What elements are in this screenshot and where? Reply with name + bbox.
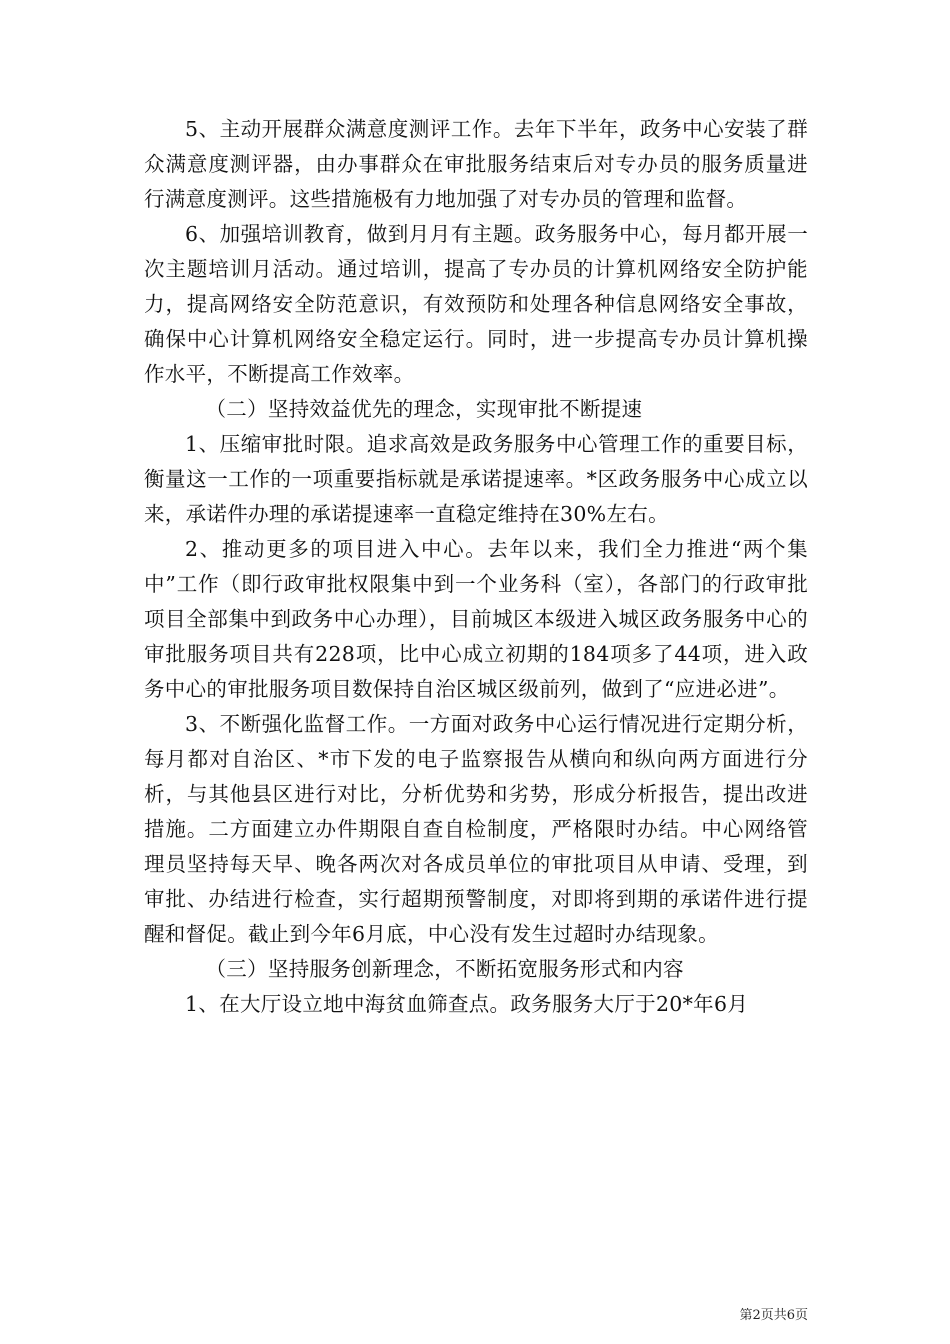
page-number: 第2页共6页 (739, 1308, 808, 1323)
paragraph-satisfaction-survey: 5、主动开展群众满意度测评工作。去年下半年，政务中心安装了群众满意度测评器，由办事群众在审批服务结束后对专办员的服务质量进行满意度测评。这些措施极有力地加强了对专办员的管理和监督。 (144, 117, 808, 211)
paragraph-training-education: 6、加强培训教育，做到月月有主题。政务服务中心，每月都开展一次主题培训月活动。通过培训，提高了专办员的计算机网络安全防护能力，提高网络安全防范意识，有效预防和处理各种信息网络安全事故，确保中心计算机网络安全稳定运行。同时，进一步提高专办员计算机操作水平，不断提高工作效率。 (144, 222, 808, 386)
paragraph-supervision: 3、不断强化监督工作。一方面对政务中心运行情况进行定期分析，每月都对自治区、*市下发的电子监察报告从横向和纵向两方面进行分析，与其他县区进行对比，分析优势和劣势，形成分析报告，提出改进措施。二方面建立办件期限自查自检制度，严格限时办结。中心网络管理员坚持每天早、晚各两次对各成员单位的审批项目从申请、受理，到审批、办结进行检查，实行超期预警制度，对即将到期的承诺件进行提醒和督促。截止到今年6月底，中心没有发生过超时办结现象。 (144, 712, 808, 946)
section-heading-efficiency: （二）坚持效益优先的理念，实现审批不断提速 (205, 397, 643, 421)
document-body (144, 112, 808, 1022)
section-heading-service-innovation: （三）坚持服务创新理念，不断拓宽服务形式和内容 (205, 957, 684, 981)
paragraph-more-projects: 2、推动更多的项目进入中心。去年以来，我们全力推进“两个集中”工作（即行政审批权限集中到一个业务科（室），各部门的行政审批项目全部集中到政务中心办理），目前城区本级进入城区政务服务中心的审批服务项目共有228项，比中心成立初期的184项多了44项，进入政务中心的审批服务项目数保持自治区城区级前列，做到了“应进必进”。 (144, 537, 808, 701)
paragraph-approval-time: 1、压缩审批时限。追求高效是政务服务中心管理工作的重要目标，衡量这一工作的一项重要指标就是承诺提速率。*区政务服务中心成立以来，承诺件办理的承诺提速率一直稳定维持在30%左右。 (144, 432, 808, 526)
paragraph-thalassemia-screening: 1、在大厅设立地中海贫血筛查点。政务服务大厅于20*年6月 (185, 992, 749, 1016)
